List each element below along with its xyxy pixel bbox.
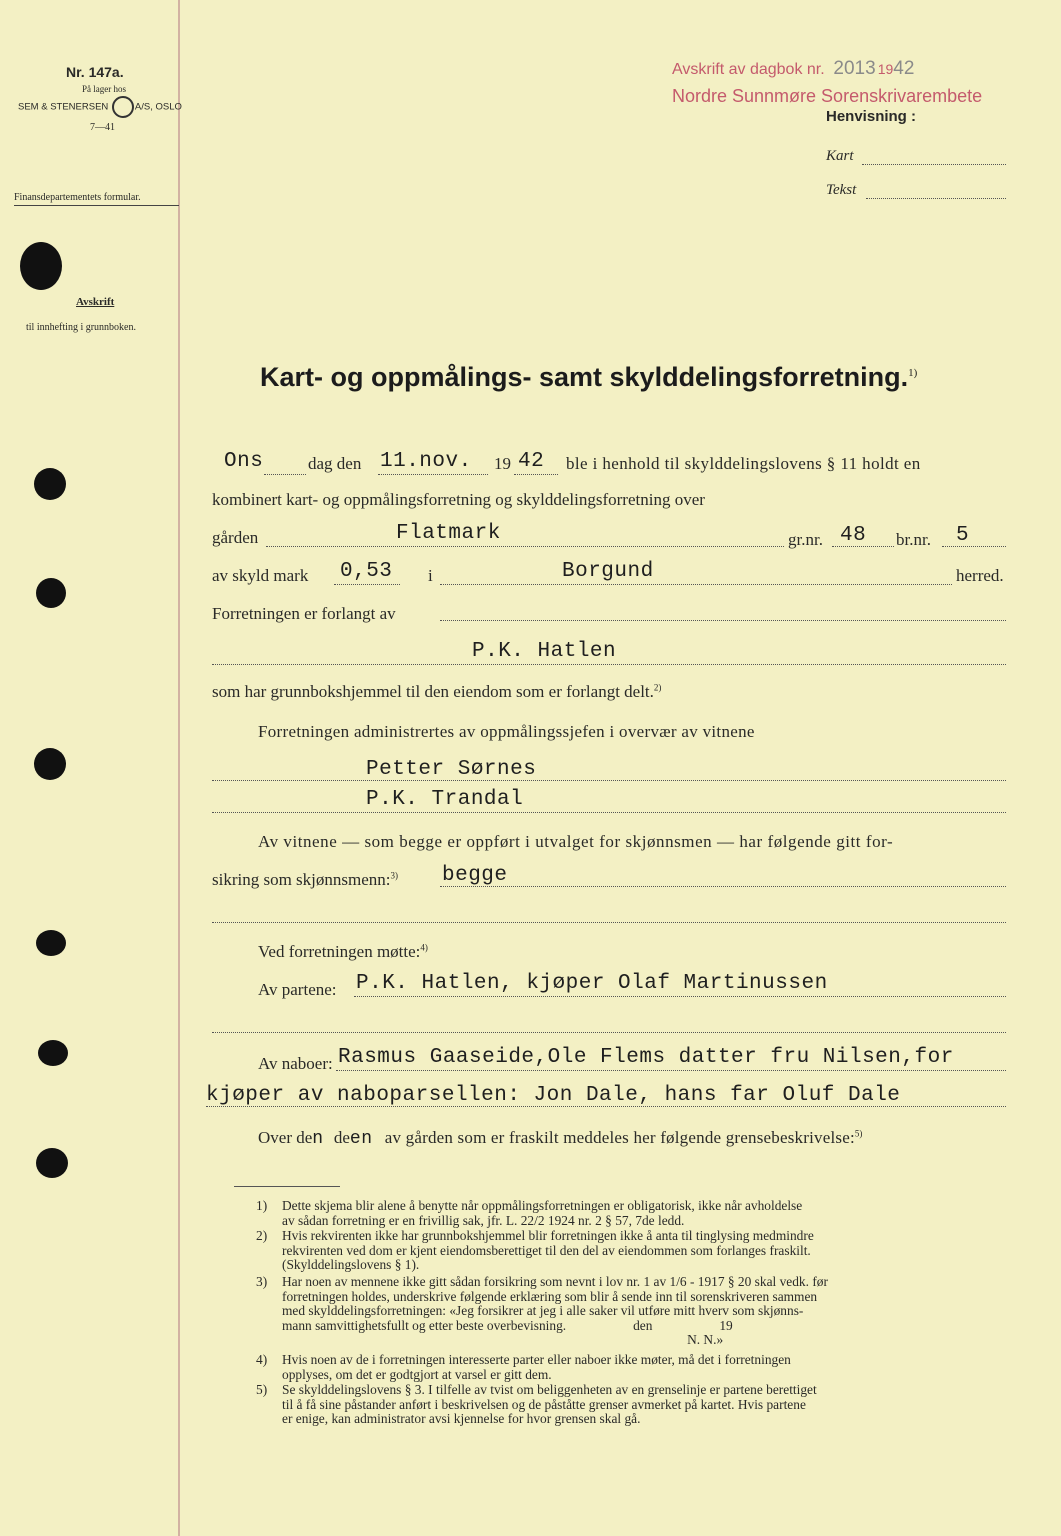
field-partene: P.K. Hatlen, kjøper Olaf Martinussen xyxy=(356,972,828,995)
punch-hole xyxy=(36,1148,68,1178)
footnote-line: med skylddelingsforretningen: «Jeg forsikrer at jeg i alle saker vil utføre mitt hverv som skjønns- xyxy=(282,1303,804,1319)
i-label: i xyxy=(428,566,433,585)
footnote-line: Dette skjema blir alene å benytte når oppmålingsforretningen er obligatorisk, ikke når avholdelse xyxy=(282,1198,803,1213)
field-naboer-1: Rasmus Gaaseide,Ole Flems datter fru Nilsen,for xyxy=(338,1046,954,1069)
footnote-line: (Skylddelingslovens § 1). xyxy=(282,1257,420,1273)
field-date: 11.nov. xyxy=(380,450,472,473)
forsikring-footnote-ref: 3) xyxy=(390,870,399,881)
vitnene-line: Av vitnene — som begge er oppført i utvalget for skjønnsmen — har følgende gitt for- xyxy=(258,832,894,851)
over-footnote-ref: 5) xyxy=(854,1128,863,1139)
kart-field xyxy=(862,164,1006,165)
footnote-mark: 4) xyxy=(256,1352,268,1367)
field-brnr-line xyxy=(942,546,1006,547)
department-label: Finansdepartementets formular. xyxy=(14,192,141,203)
partene-label: Av partene: xyxy=(258,980,337,999)
footnote-line: Hvis rekvirenten ikke har grunnbokshjemmel blir forretningen ikke å anta til tinglysing medmindre xyxy=(282,1228,814,1243)
punch-hole xyxy=(34,748,66,780)
footnote-mark: 2) xyxy=(256,1228,268,1243)
requester-line xyxy=(212,664,1006,665)
grnr-label: gr.nr. xyxy=(788,530,823,549)
field-garden-line xyxy=(266,546,784,547)
field-herred: Borgund xyxy=(562,560,654,583)
footnote-line: Se skylddelingslovens § 3. I tilfelle av tvist om beliggenheten av en grenselinje er partene berettiget xyxy=(282,1382,817,1397)
mote-label xyxy=(258,942,428,962)
footnote-line: Har noen av mennene ikke gitt sådan forsikring som nevnt i lov nr. 1 av 1/6 - 1917 § 20 skal vedk. før xyxy=(282,1274,828,1289)
grunnbok-line xyxy=(212,682,661,702)
herred-label: herred. xyxy=(956,566,1004,585)
mote-text: Ved forretningen møtte: xyxy=(258,942,421,961)
grunnbok-text: som har grunnbokshjemmel til den eiendom som er forlangt delt. xyxy=(212,682,654,701)
field-brnr: 5 xyxy=(956,524,970,547)
punch-hole xyxy=(36,578,66,608)
punch-hole xyxy=(36,930,66,956)
field-year: 42 xyxy=(518,450,545,473)
partene-line-2 xyxy=(212,1032,1006,1033)
printer-line-1: På lager hos xyxy=(82,84,126,94)
over-rest: av gården som er fraskilt meddeles her følgende grensebeskrivelse: xyxy=(384,1128,855,1147)
admin-line: Forretningen administrertes av oppmålingssjefen i overvær av vitnene xyxy=(258,722,755,741)
dagbok-label: Avskrift av dagbok nr. xyxy=(672,61,825,78)
footnote-line: forretningen holdes, underskrive følgende erklæring som blir å sende inn til sorenskriveren sammen xyxy=(282,1288,818,1304)
partene-line xyxy=(354,996,1006,997)
dagbok-year: 42 xyxy=(893,58,915,79)
field-year-line xyxy=(514,474,558,475)
field-grnr: 48 xyxy=(840,524,867,547)
over-den-label: de xyxy=(333,1128,350,1147)
naboer-label: Av naboer: xyxy=(258,1054,333,1073)
year-prefix: 19 xyxy=(494,454,511,473)
blank-line xyxy=(212,922,1006,923)
field-witness-1: Petter Sørnes xyxy=(366,758,537,781)
footnote-line: opplyses, om det er godtgjort at varsel er gitt dem. xyxy=(282,1366,552,1382)
kart-label: Kart xyxy=(826,148,854,164)
field-skyld-line xyxy=(334,584,400,585)
field-day-line xyxy=(264,474,306,475)
witness-2-line xyxy=(212,812,1006,813)
naboer-line-1 xyxy=(336,1070,1006,1071)
dagbok-number: 2013 xyxy=(833,58,876,79)
naboer-line-2 xyxy=(206,1106,1006,1107)
form-number: Nr. 147a. xyxy=(66,64,124,80)
brnr-label: br.nr. xyxy=(896,530,931,549)
footnote-mark: 1) xyxy=(256,1198,268,1213)
garden-label: gården xyxy=(212,528,259,547)
tekst-field xyxy=(866,198,1006,199)
forlangt-line xyxy=(440,620,1006,621)
printer-city: A/S, OSLO xyxy=(134,101,182,113)
footnote-line: Hvis noen av de i forretningen interesserte parter eller naboer ikke møter, må det i forretningen xyxy=(282,1352,791,1367)
copy-note: til innhefting i grunnboken. xyxy=(26,322,136,333)
office-name: Nordre Sunnmøre Sorenskrivarembete xyxy=(672,86,983,106)
footnote-line: rekvirenten ved dom er kjent eiendomsberettiget til den del av eiendommen som forlanges fraskilt. xyxy=(282,1242,811,1258)
document-title xyxy=(260,362,917,393)
printer-line-2 xyxy=(18,96,182,118)
dagbok-year-prefix: 19 xyxy=(877,61,894,77)
printer-date: 7—41 xyxy=(90,122,115,133)
forsikring-line xyxy=(440,886,1006,887)
footnote-line: N. N.» xyxy=(282,1332,724,1348)
department-underline xyxy=(14,205,179,206)
title-text: Kart- og oppmålings- samt skylddelingsforretning. xyxy=(260,362,909,392)
dagbok-line xyxy=(672,58,914,80)
footnote-mark: 5) xyxy=(256,1382,268,1397)
copy-label: Avskrift xyxy=(76,296,115,308)
field-herred-line xyxy=(440,584,952,585)
field-grnr-line xyxy=(832,546,894,547)
field-over-n: n xyxy=(312,1129,324,1149)
witness-1-line xyxy=(212,780,1006,781)
field-requester: P.K. Hatlen xyxy=(472,640,617,663)
footnote-line: av sådan forretning er en frivillig sak, jfr. L. 22/2 1924 nr. 2 § 57, 7de ledd. xyxy=(282,1212,685,1228)
footnote-line: til å få sine påstander anført i beskrivelsen og de påståtte grenser avmerket på kartet. Hvis partene xyxy=(282,1396,806,1412)
grunnbok-footnote-ref: 2) xyxy=(653,682,662,693)
line1-text: ble i henhold til skylddelingslovens § 11 holdt en xyxy=(566,454,921,473)
over-de-label: Over de xyxy=(258,1128,313,1147)
field-day: Ons xyxy=(224,450,264,473)
field-skyld: 0,53 xyxy=(340,560,393,583)
punch-hole xyxy=(20,242,62,290)
field-over-en: en xyxy=(349,1129,373,1149)
margin-rule xyxy=(178,0,180,1536)
printer-name: SEM & STENERSEN xyxy=(18,101,111,113)
field-forsikring: begge xyxy=(442,864,508,887)
footnote-line: er enige, kan administrator avsi kjennelse for hvor grensen skal gå. xyxy=(282,1411,641,1427)
forlangt-label: Forretningen er forlangt av xyxy=(212,604,396,623)
henvisning-label: Henvisning : xyxy=(826,108,917,125)
field-garden: Flatmark xyxy=(396,522,501,545)
field-naboer-2: kjøper av naboparsellen: Jon Dale, hans far Oluf Dale xyxy=(206,1084,901,1107)
tekst-label: Tekst xyxy=(826,182,857,198)
punch-hole xyxy=(38,1040,68,1066)
skyld-label: av skyld mark xyxy=(212,566,309,585)
field-witness-2: P.K. Trandal xyxy=(366,788,524,811)
printer-stamp-icon xyxy=(112,96,134,118)
line2-text: kombinert kart- og oppmålingsforretning og skylddelingsforretning over xyxy=(212,490,705,509)
forsikring-label xyxy=(212,870,398,890)
footnote-line: mann samvittighetsfullt og etter beste overbevisning. den 19 xyxy=(282,1317,733,1333)
over-line xyxy=(258,1128,862,1149)
forsikring-text: sikring som skjønnsmenn: xyxy=(212,870,391,889)
field-date-line xyxy=(378,474,488,475)
title-footnote-ref: 1) xyxy=(908,367,918,379)
dag-den-label: dag den xyxy=(308,454,362,473)
footnote-rule xyxy=(234,1186,340,1187)
punch-hole xyxy=(34,468,66,500)
footnote-mark: 3) xyxy=(256,1274,268,1289)
mote-footnote-ref: 4) xyxy=(420,942,428,953)
